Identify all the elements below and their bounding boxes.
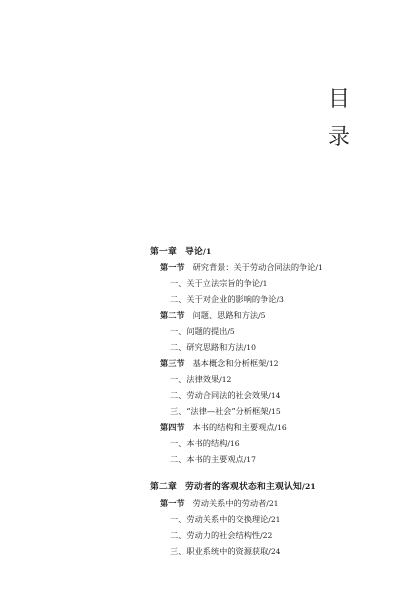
toc-section-number: 第一节 bbox=[160, 262, 185, 272]
toc-section-title: 问题、思路和方法 bbox=[192, 310, 259, 320]
toc-section-title: 本书的结构和主要观点 bbox=[192, 422, 275, 432]
toc-item-title: 一、问题的提出 bbox=[170, 326, 228, 336]
toc-item[interactable] bbox=[170, 406, 281, 417]
toc-item-title: 三、“法律—社会”分析框架 bbox=[170, 406, 269, 416]
toc-item[interactable] bbox=[170, 454, 256, 465]
toc-page-number: /1 bbox=[260, 279, 268, 288]
toc-chapter-title: 劳动者的客观状态和主观认知 bbox=[185, 482, 302, 492]
toc-page-number: /5 bbox=[258, 311, 266, 320]
toc-item[interactable] bbox=[170, 390, 281, 401]
toc-page-number: /12 bbox=[219, 375, 232, 384]
toc-item[interactable] bbox=[170, 278, 267, 289]
toc-page-number: /14 bbox=[268, 391, 281, 400]
toc-item-title: 一、关于立法宗旨的争论 bbox=[170, 278, 261, 288]
toc-item-title: 一、本书的结构 bbox=[170, 438, 228, 448]
toc-item-title: 二、关于对企业的影响的争论 bbox=[170, 294, 277, 304]
toc-page-number: /22 bbox=[260, 531, 273, 540]
toc-item[interactable] bbox=[170, 514, 281, 525]
toc-page-number: /16 bbox=[227, 439, 240, 448]
toc-page-number: /17 bbox=[243, 455, 256, 464]
toc-item-title: 二、劳动力的社会结构性 bbox=[170, 530, 261, 540]
toc-chapter[interactable] bbox=[150, 246, 211, 258]
toc-chapter-title: 导论 bbox=[185, 247, 203, 257]
toc-section[interactable] bbox=[160, 422, 287, 433]
toc-page-number: /10 bbox=[243, 343, 256, 352]
toc-page-number: /12 bbox=[266, 359, 279, 368]
toc-item-title: 二、本书的主要观点 bbox=[170, 454, 244, 464]
toc-item[interactable] bbox=[170, 342, 256, 353]
toc-page-number: /21 bbox=[268, 515, 281, 524]
toc-item[interactable] bbox=[170, 546, 281, 557]
toc-page-number: /1 bbox=[315, 263, 323, 272]
toc-page-number: /21 bbox=[301, 482, 316, 491]
toc-section-number: 第一节 bbox=[160, 498, 185, 508]
toc-section[interactable] bbox=[160, 262, 323, 273]
toc-item[interactable] bbox=[170, 374, 231, 385]
toc-title-char-1: 目 bbox=[328, 87, 351, 112]
toc-item-title: 一、法律效果 bbox=[170, 374, 220, 384]
toc-section[interactable] bbox=[160, 310, 265, 321]
toc-section[interactable] bbox=[160, 358, 279, 369]
toc-chapter[interactable] bbox=[150, 481, 316, 493]
toc-chapter-number: 第二章 bbox=[150, 482, 177, 492]
toc-item-title: 二、劳动合同法的社会效果 bbox=[170, 390, 269, 400]
toc-section[interactable] bbox=[160, 498, 279, 509]
toc-section-title: 劳动关系中的劳动者 bbox=[192, 498, 267, 508]
toc-page-number: /3 bbox=[276, 295, 284, 304]
toc-item[interactable] bbox=[170, 530, 272, 541]
toc-section-title: 基本概念和分析框架 bbox=[192, 358, 267, 368]
toc-section-number: 第二节 bbox=[160, 310, 185, 320]
toc-page-number: /5 bbox=[227, 327, 235, 336]
toc-section-number: 第四节 bbox=[160, 422, 185, 432]
toc-item-title: 二、研究思路和方法 bbox=[170, 342, 244, 352]
toc-page-number: /1 bbox=[203, 247, 212, 256]
toc-item[interactable] bbox=[170, 294, 284, 305]
toc-page-number: /24 bbox=[268, 547, 281, 556]
toc-page-number: /21 bbox=[266, 499, 279, 508]
toc-page-number: /15 bbox=[268, 407, 281, 416]
toc-item[interactable] bbox=[170, 326, 235, 337]
toc-section-number: 第三节 bbox=[160, 358, 185, 368]
toc-item[interactable] bbox=[170, 438, 240, 449]
toc-item-title: 一、劳动关系中的交换理论 bbox=[170, 514, 269, 524]
toc-page-number: /16 bbox=[274, 423, 287, 432]
toc-item-title: 三、职业系统中的资源获取 bbox=[170, 546, 269, 556]
toc-title-char-2: 录 bbox=[328, 125, 351, 150]
toc-chapter-number: 第一章 bbox=[150, 247, 177, 257]
toc-section-title: 研究背景：关于劳动合同法的争论 bbox=[192, 262, 316, 272]
